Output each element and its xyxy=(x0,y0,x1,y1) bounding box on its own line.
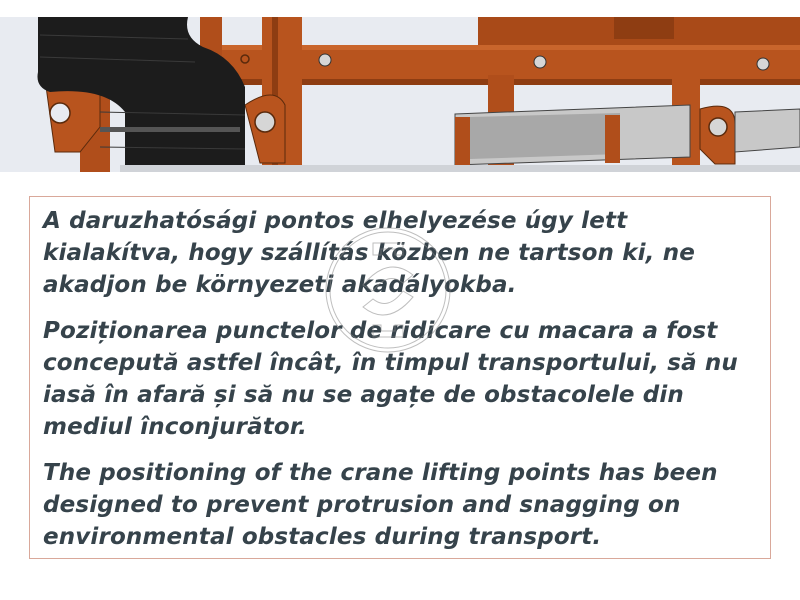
product-render-image xyxy=(0,17,800,172)
paragraph-english: The positioning of the crane lifting points has been designed to prevent protrusion and snagging on environmental obstacles during transport. xyxy=(43,460,718,550)
paragraph-romanian: Poziționarea punctelor de ridicare cu macara a fost concepută astfel încât, în timpul transportului, să nu iasă în afară și să nu se agațe de obstacolele din mediul înconjurător. xyxy=(43,318,738,440)
description-box xyxy=(29,196,771,559)
crane-frame-illustration xyxy=(0,17,800,172)
paragraph-hungarian: A daruzhatósági pontos elhelyezése úgy lett kialakítva, hogy szállítás közben ne tartson ki, ne akadjon be környezeti akadályokba. xyxy=(43,208,695,298)
